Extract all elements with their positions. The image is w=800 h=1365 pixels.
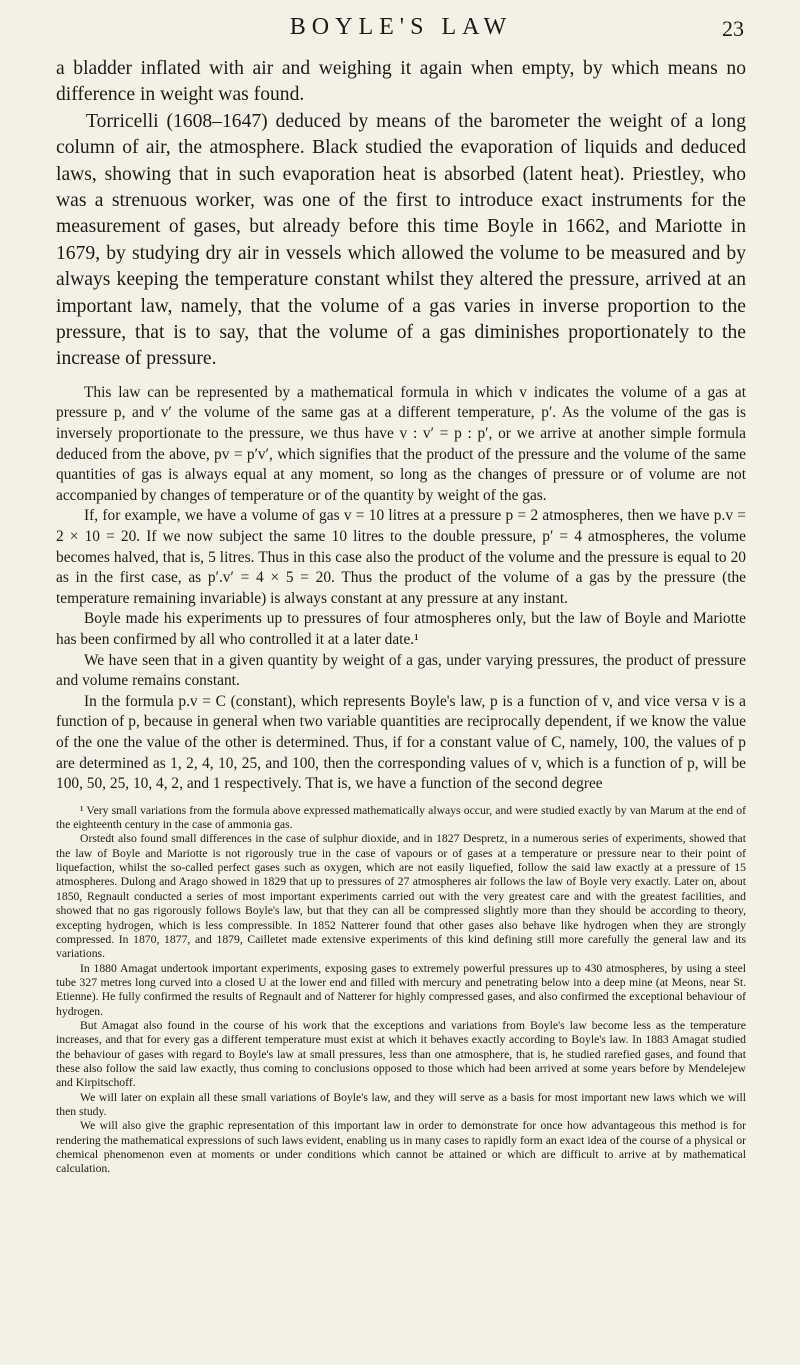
- paragraph-formula: This law can be represented by a mathematical formula in which v indicates the volume of a gas at pressure p, and v′ the volume of the same gas at a different temperature, p′. As the volume of the gas is inversely proportionate to the pressure, we thus have v : v′ = p : p′, or we arrive at another simple formula deduced from the above, pv = p′v′, which signifies that the product of the pressure and the volume of the same quantities of gas is always equal at any moment, so long as the changes of pressure or of volume are not accompanied by changes of temperature or of the quantity by weight of the gas.: [56, 383, 746, 504]
- footnotes: [56, 804, 746, 1177]
- page-number: 23: [722, 16, 744, 41]
- paragraph-torricelli: Torricelli (1608–1647) deduced by means of the barometer the weight of a long column of air, the atmosphere. Black studied the evaporation of liquids and deduced laws, showing that in such evaporation heat is absorbed (latent heat). Priestley, who was a strenuous worker, was one of the first to introduce exact instruments for the measurement of gases, but already before this time Boyle in 1662, and Mariotte in 1679, by studying dry air in vessels which allowed the volume to be measured and by always keeping the temperature constant whilst they altered the pressure, arrived at an important law, namely, that the volume of a gas varies in inverse proportion to the pressure, that is to say, that the volume of a gas diminishes proportionately to the increase of pressure.: [56, 110, 746, 370]
- main-text-medium: [56, 383, 746, 795]
- paragraph-boyle-experiments: Boyle made his experiments up to pressures of four atmospheres only, but the law of Boyle and Mariotte has been confirmed by all who controlled it at a later date.¹: [56, 610, 746, 648]
- paragraph-example: If, for example, we have a volume of gas v = 10 litres at a pressure p = 2 atmospheres, then we have p.v = 2 × 10 = 20. If we now subject the same 10 litres to the double pressure, p′ = 4 atmospheres, the volume becomes halved, that is, 5 litres. Thus in this case also the product of the volume and the pressure is equal to 20 as in the first case, as p′.v′ = 4 × 5 = 20. Thus the product of the volume of a gas by the pressure (the temperature remaining invariable) is always constant at any pressure at any instant.: [56, 507, 746, 607]
- footnote-paragraph: But Amagat also found in the course of his work that the exceptions and variations from Boyle's law become less as the temperature increases, and that for every gas a different temperature must exist at which it behaves exactly according to Boyle's law. In 1883 Amagat studied the behaviour of gases with regard to Boyle's law at small pressures, less than one atmosphere, that is, he studied rarefied gases, and found that these also follow the said law exactly, thus coming to conclusions opposed to those which had been arrived at some years before by Mendelejew and Kirpitschoff.: [56, 1018, 746, 1090]
- page-header: [56, 10, 746, 56]
- paragraph-continued: a bladder inflated with air and weighing it again when empty, by which means no difference in weight was found.: [56, 58, 746, 106]
- footnote-paragraph: Orstedt also found small differences in the case of sulphur dioxide, and in 1827 Despretz, in a numerous series of experiments, showed that the law of Boyle and Mariotte is not rigorously true in the case of vapours or of gases at a temperature or pressure near to their point of liquefaction, whilst the so-called perfect gases such as oxygen, which are not easily liquefied, follow the said law exactly at a pressure of 15 atmospheres. Dulong and Arago showed in 1829 that up to pressures of 27 atmospheres air follows the law of Boyle very exactly. Later on, about 1850, Regnault conducted a series of most important experiments carried out with the very greatest care and with the greatest facilities, and showed that no gas rigorously follows Boyle's law, but that they can all be compressed slightly more than they should be according to theory, excepting hydrogen, which is less compressible. In 1852 Natterer found that other gases also behave like hydrogen when they are strongly compressed. In 1870, 1877, and 1879, Cailletet made extensive experiments of this kind defining still more carefully the general law and its variations.: [56, 832, 746, 961]
- main-text-large: [56, 56, 746, 373]
- paragraph-function: In the formula p.v = C (constant), which represents Boyle's law, p is a function of v, and vice versa v is a function of p, because in general when two variable quantities are reciprocally dependent, if we know the value of the one the value of the other is determined. Thus, if for a constant value of C, namely, 100, the values of p are determined as 1, 2, 4, 10, 25, and 100, then the corresponding values of v, which is a function of p, will be 100, 50, 25, 10, 4, 2, and 1 respectively. That is, we have a function of the second degree: [56, 692, 746, 793]
- paragraph-constant-product: We have seen that in a given quantity by weight of a gas, under varying pressures, the product of pressure and volume remains constant.: [56, 651, 746, 690]
- footnote-1: ¹ Very small variations from the formula above expressed mathematically always occur, and were studied exactly by van Marum at the end of the eighteenth century in the case of ammonia gas.: [56, 803, 746, 832]
- footnote-paragraph: We will also give the graphic representation of this important law in order to demonstrate for once how advantageous this method is for rendering the mathematical expressions of such laws evident, enabling us in many cases to rapidly form an exact idea of the course of a physical or chemical phenomenon even at moments or under conditions which cannot be attained or which are difficult to arrive at by mathematical calculation.: [56, 1119, 746, 1176]
- footnote-paragraph: In 1880 Amagat undertook important experiments, exposing gases to extremely powerful pressures up to 430 atmospheres, by using a steel tube 327 metres long curved into a closed U at the lower end and filled with mercury and penetrating below into a deep mine (at Meons, near St. Etienne). He fully confirmed the results of Regnault and of Natterer for highly compressed gases, and also confirmed the exceptional behaviour of hydrogen.: [56, 961, 746, 1018]
- running-head: BOYLE'S LAW: [289, 14, 513, 40]
- footnote-paragraph: We will later on explain all these small variations of Boyle's law, and they will serve as a basis for most important new laws which we will then study.: [56, 1090, 746, 1118]
